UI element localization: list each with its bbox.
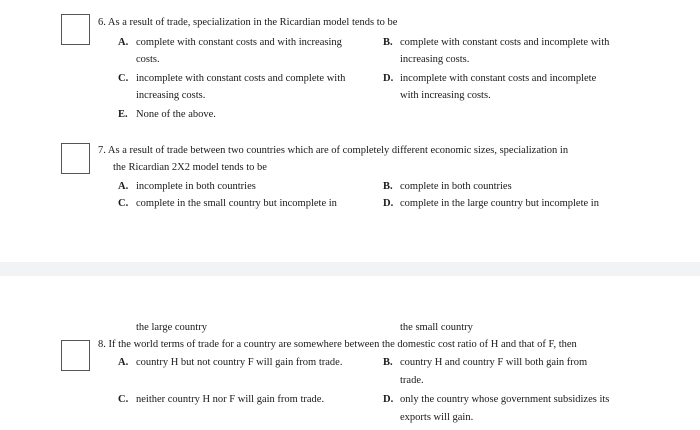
q6-option-b-text: complete with constant costs and incomplete with [400, 37, 610, 48]
q7-option-a-label: A. [118, 181, 129, 192]
q8-option-d-text-cont: exports will gain. [400, 412, 474, 423]
q7-option-c-text-cont: the large country [136, 322, 207, 333]
q6-answer-box[interactable] [61, 14, 90, 45]
q6-option-a-text-cont: costs. [136, 54, 160, 65]
q7-option-b-label: B. [383, 181, 393, 192]
q6-option-d-label: D. [383, 73, 394, 84]
q6-option-c-text: incomplete with constant costs and complete with [136, 73, 346, 84]
q8-stem: 8. If the world terms of trade for a country are somewhere between the domestic cost ratio of H and that of F, then [98, 339, 577, 350]
q8-option-b-text: country H and country F will both gain from [400, 357, 588, 368]
q6-option-c-label: C. [118, 73, 129, 84]
q7-option-c-text: complete in the small country but incomplete in [136, 198, 337, 209]
q6-option-a-text: complete with constant costs and with increasing [136, 37, 342, 48]
q6-option-d-text: incomplete with constant costs and incomplete [400, 73, 597, 84]
q8-option-d-text: only the country whose government subsidizes its [400, 394, 610, 405]
q6-option-e-label: E. [118, 109, 128, 120]
q8-answer-box[interactable] [61, 340, 90, 371]
q6-option-a-label: A. [118, 37, 129, 48]
q7-option-d-label: D. [383, 198, 394, 209]
q7-option-b-text: complete in both countries [400, 181, 512, 192]
q7-stem: 7. As a result of trade between two countries which are of completely different economic sizes, specialization in [98, 145, 569, 156]
q6-option-c-text-cont: increasing costs. [136, 90, 206, 101]
q6-option-b-label: B. [383, 37, 393, 48]
q6-option-e-text: None of the above. [136, 109, 216, 120]
q6-stem: 6. As a result of trade, specialization in the Ricardian model tends to be [98, 17, 398, 28]
q8-option-b-label: B. [383, 357, 393, 368]
q7-option-d-text: complete in the large country but incomplete in [400, 198, 599, 209]
q8-option-c-text: neither country H nor F will gain from trade. [136, 394, 325, 405]
q8-option-b-text-cont: trade. [400, 375, 424, 386]
q7-stem-cont: the Ricardian 2X2 model tends to be [113, 162, 267, 173]
q8-option-d-label: D. [383, 394, 394, 405]
q6-option-b-text-cont: increasing costs. [400, 54, 470, 65]
q7-option-d-text-cont: the small country [400, 322, 473, 333]
q7-answer-box[interactable] [61, 143, 90, 174]
q7-option-c-label: C. [118, 198, 129, 209]
page-two [0, 276, 700, 430]
q8-option-a-text: country H but not country F will gain from trade. [136, 357, 343, 368]
q8-option-a-label: A. [118, 357, 129, 368]
q7-option-a-text: incomplete in both countries [136, 181, 256, 192]
q6-option-d-text-cont: with increasing costs. [400, 90, 491, 101]
q8-option-c-label: C. [118, 394, 129, 405]
